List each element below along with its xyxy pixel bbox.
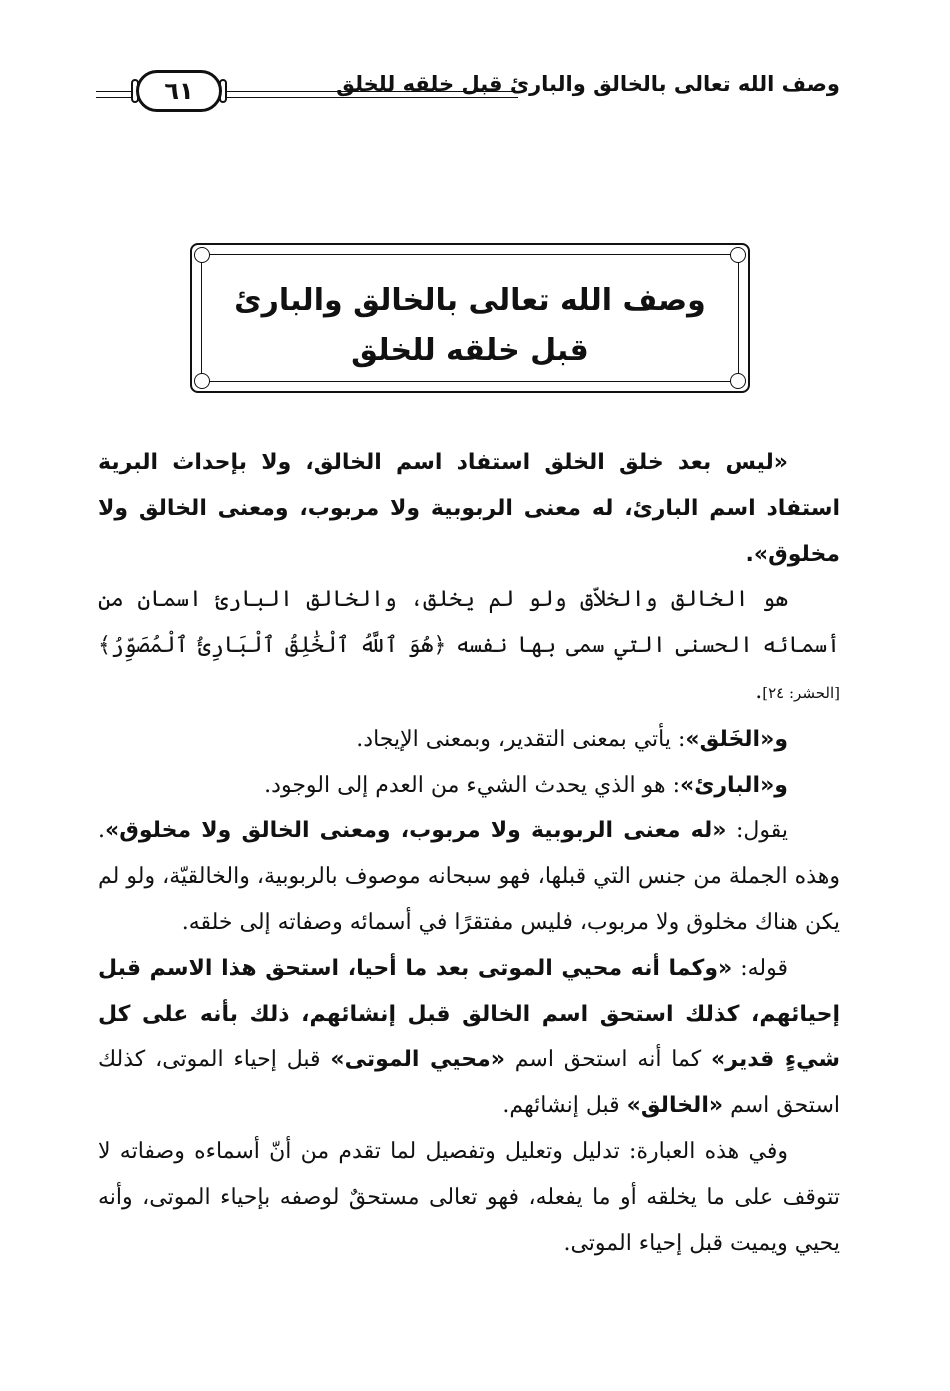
quoted-text: «وكما أنه محيي الموتى بعد ما أحيا، استحق هذا الاسم قبل إحيائهم، كذلك استحق اسم الخالق قبل إنشائهم، ذلك بأنه على كل شيءٍ قدير»: [98, 955, 840, 1073]
frame-corner-ornament: [194, 247, 210, 263]
text-run: . وهذه الجملة من جنس التي قبلها، فهو سبحانه موصوف بالربوبية، والخالقيّة، ولو لم يكن هناك مخلوق ولا مربوب، فليس مفتقرًا في أسمائه وصفاته إلى خلقه.: [98, 818, 840, 935]
text-run: قبل إحياء الموتى، كذلك استحق اسم: [98, 1047, 840, 1119]
paragraph: [98, 1129, 840, 1266]
chapter-title-line-1: وصف الله تعالى بالخالق والبارئ: [234, 283, 706, 318]
text-run: .: [755, 678, 763, 704]
frame-corner-ornament: [730, 247, 746, 263]
paragraph: [98, 763, 840, 809]
running-header: [96, 66, 840, 116]
text-run: قوله:: [732, 955, 788, 981]
text-run: كما أنه استحق اسم: [504, 1047, 712, 1073]
paragraph: [98, 577, 840, 716]
text-run: : يأتي بمعنى التقدير، وبمعنى الإيجاد.: [356, 726, 686, 752]
text-run: وفي هذه العبارة: تدليل وتعليل وتفصيل لما تقدم من أنّ أسماءه وصفاته لا تتوقف على ما يخلقه أو ما يفعله، فهو تعالى مستحقٌ لوصفه بإحياء الموتى، وأنه يحيي ويميت قبل إحياء الموتى.: [98, 1138, 840, 1256]
citation: [الحشر: ٢٤]: [762, 683, 840, 702]
running-title: وصف الله تعالى بالخالق والبارئ قبل خلقه للخلق: [336, 72, 840, 96]
chapter-title-line-2: قبل خلقه للخلق: [351, 333, 589, 368]
frame-corner-ornament: [730, 373, 746, 389]
paragraph: [98, 946, 840, 1129]
header-rule: [226, 97, 518, 98]
paragraph: [98, 808, 840, 945]
quoted-text: «له معنى الربوبية ولا مربوب، ومعنى الخالق ولا مخلوق»: [105, 818, 727, 844]
chapter-title-frame: [190, 243, 750, 393]
text-run: : هو الذي يحدث الشيء من العدم إلى الوجود.: [264, 772, 681, 798]
page-number-badge: [136, 70, 222, 112]
text-run: هو الخالق والخلاّق ولو لم يخلق، والخالق البارئ اسمان من أسمائه الحسنى التي سمى بها نفسه: [98, 587, 840, 659]
text-run: ﴿هُوَ ٱللَّهُ ٱلْخَٰلِقُ ٱلْبَارِئُ ٱلْمُصَوِّرُ﴾: [98, 633, 447, 659]
header-rule: [226, 91, 518, 92]
paragraph: [98, 717, 840, 763]
quoted-text: و«الخَلق»: [685, 726, 788, 752]
header-rule: [96, 97, 132, 98]
quoted-text: و«البارئ»: [680, 772, 788, 798]
frame-corner-ornament: [194, 373, 210, 389]
body-text: [98, 440, 840, 1266]
text-run: قبل إنشائهم.: [502, 1093, 627, 1119]
page-number: ٦١: [164, 77, 194, 105]
quoted-text: «ليس بعد خلق الخلق استفاد اسم الخالق، ولا بإحداث البرية استفاد اسم البارئ، له معنى الربوبية ولا مربوب، ومعنى الخالق ولا مخلوق».: [98, 450, 840, 567]
text-run: يقول:: [726, 818, 788, 844]
quoted-text: «الخالق»: [626, 1093, 724, 1119]
quoted-text: «محيي الموتى»: [330, 1047, 505, 1073]
header-rule: [96, 91, 132, 92]
paragraph: [98, 440, 840, 577]
